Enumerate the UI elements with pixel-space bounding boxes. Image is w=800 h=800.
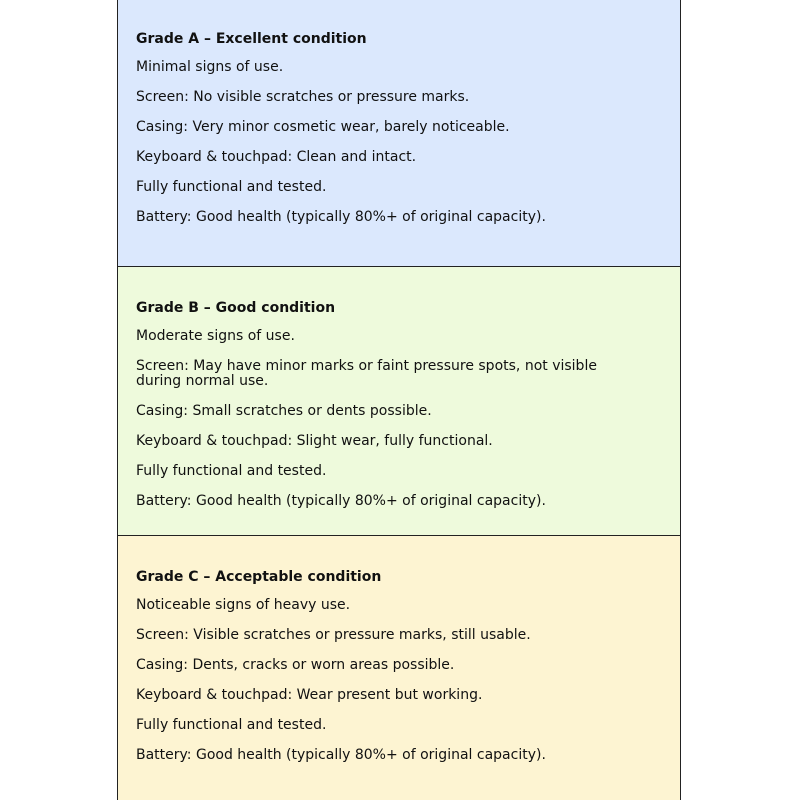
grade-a-card [117, 0, 681, 268]
grade-c-line: Fully functional and tested. [136, 717, 327, 733]
grade-b-line: Screen: May have minor marks or faint pressure spots, not visible during normal use. [136, 358, 597, 389]
grade-c-line: Casing: Dents, cracks or worn areas possible. [136, 657, 455, 673]
grade-b-line: Keyboard & touchpad: Slight wear, fully functional. [136, 433, 493, 449]
grade-b-line: Moderate signs of use. [136, 328, 295, 344]
grade-a-line: Minimal signs of use. [136, 59, 284, 75]
grade-c-line: Noticeable signs of heavy use. [136, 597, 351, 613]
grade-a-line: Screen: No visible scratches or pressure marks. [136, 89, 470, 105]
grade-c-card [117, 535, 681, 800]
grade-b-line: Casing: Small scratches or dents possible. [136, 403, 432, 419]
grade-c-title: Grade C – Acceptable condition [136, 569, 382, 585]
grade-b-line: Fully functional and tested. [136, 463, 327, 479]
grade-a-line: Fully functional and tested. [136, 179, 327, 195]
grade-b-title: Grade B – Good condition [136, 300, 336, 316]
grade-b-card [117, 266, 681, 536]
grade-c-details [136, 598, 662, 763]
grade-a-title: Grade A – Excellent condition [136, 31, 367, 47]
grade-b-line: Battery: Good health (typically 80%+ of original capacity). [136, 493, 546, 509]
grade-a-line: Keyboard & touchpad: Clean and intact. [136, 149, 417, 165]
grade-c-line: Battery: Good health (typically 80%+ of original capacity). [136, 747, 546, 763]
grade-a-line: Casing: Very minor cosmetic wear, barely noticeable. [136, 119, 510, 135]
grade-a-details [136, 60, 662, 225]
grade-c-line: Screen: Visible scratches or pressure marks, still usable. [136, 627, 531, 643]
grade-a-line: Battery: Good health (typically 80%+ of original capacity). [136, 209, 546, 225]
grade-c-line: Keyboard & touchpad: Wear present but working. [136, 687, 483, 703]
grade-b-details [136, 329, 662, 509]
